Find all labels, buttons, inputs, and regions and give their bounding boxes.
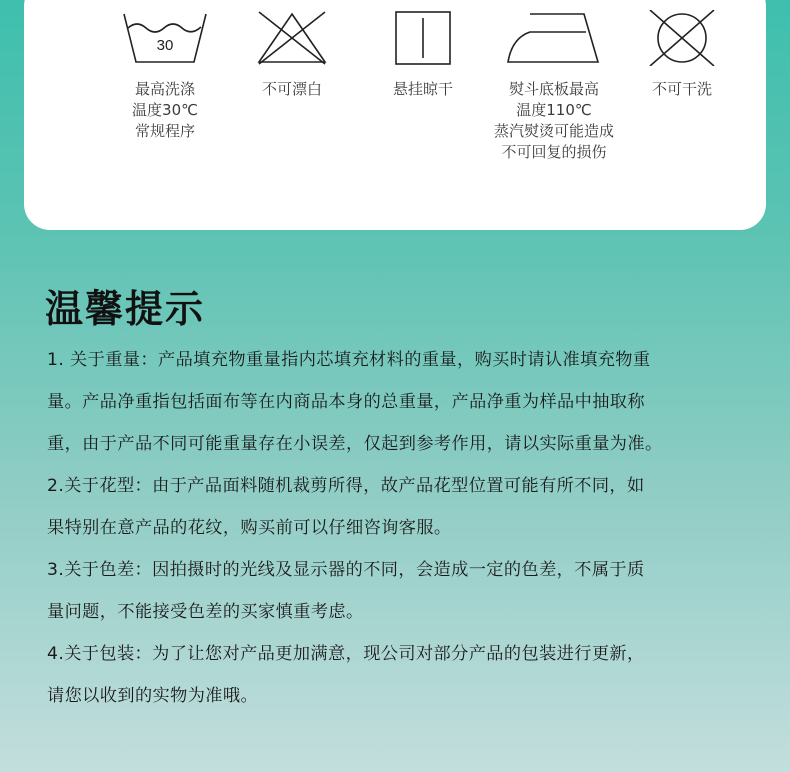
tips-line: 重，由于产品不同可能重量存在小误差，仅起到参考作用，请以实际重量为准。 [47,434,663,454]
care-item-hang-dry [348,10,498,100]
caption-line: 熨斗底板最高 [508,80,599,98]
caption-line: 不可漂白 [261,80,322,98]
hang-dry-caption [348,79,498,100]
caption-line: 悬挂晾干 [392,80,453,98]
tips-body [47,339,762,717]
no-bleach-caption [217,79,367,100]
tips-title: 温馨提示 [45,287,206,331]
caption-line: 温度30℃ [132,101,198,119]
no-dry-clean-caption [607,79,757,100]
hang-dry-icon [380,10,466,66]
care-item-no-bleach [217,10,367,100]
svg-text:30: 30 [156,37,174,54]
care-label-card [24,0,766,230]
no-dry-clean-icon [639,10,725,66]
tips-line: 1. 关于重量：产品填充物重量指内芯填充材料的重量，购买时请认准填充物重 [47,350,651,370]
caption-line: 蒸汽熨烫可能造成 [493,122,614,140]
tips-line: 4.关于包装：为了让您对产品更加满意，现公司对部分产品的包装进行更新， [47,644,645,664]
tips-line: 果特别在意产品的花纹，购买前可以仔细咨询客服。 [47,518,452,538]
caption-line: 不可干洗 [651,80,712,98]
tips-line: 2.关于花型：由于产品面料随机裁剪所得，故产品花型位置可能有所不同，如 [47,476,645,496]
tips-line: 量问题，不能接受色差的买家慎重考虑。 [47,602,364,622]
caption-line: 温度110℃ [516,101,592,119]
iron-icon [504,10,604,66]
caption-line: 最高洗涤 [134,80,195,98]
tips-line: 量。产品净重指包括面布等在内商品本身的总重量，产品净重为样品中抽取称 [47,392,645,412]
caption-line: 不可回复的损伤 [501,143,607,161]
caption-line: 常规程序 [134,122,195,140]
tips-line: 请您以收到的实物为准哦。 [47,686,259,706]
tips-line: 3.关于色差：因拍摄时的光线及显示器的不同，会造成一定的色差，不属于质 [47,560,645,580]
no-bleach-icon [249,10,335,66]
wash-basin-icon [122,10,208,66]
care-item-no-dry-clean [607,10,757,100]
